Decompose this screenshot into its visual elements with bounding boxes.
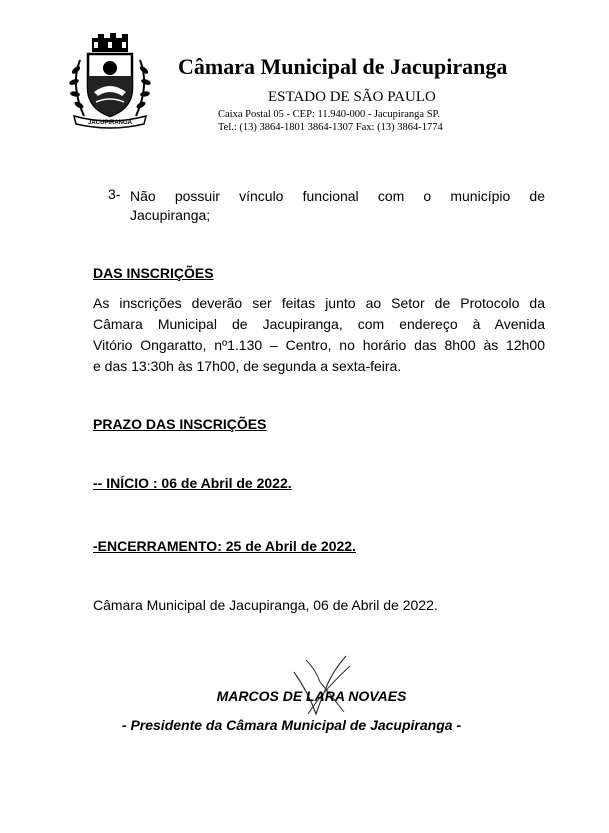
signer-role: [0, 717, 609, 733]
item-text-line-2: Jacupiranga;: [130, 207, 211, 223]
municipal-seal-logo: [66, 30, 154, 130]
signer-role-text: - Presidente da Câmara Municipal de Jacupiranga -: [121, 717, 462, 733]
item-text-line-1: Não possuir vínculo funcional com o município de: [130, 188, 545, 204]
prazo-heading: PRAZO DAS INSCRIÇÕES: [93, 416, 267, 432]
inscricoes-paragraph: [93, 293, 545, 377]
state-name: ESTADO DE SÃO PAULO: [268, 89, 436, 105]
chamber-title: Câmara Municipal de Jacupiranga: [178, 54, 508, 79]
encerramento-date: -ENCERRAMENTO: 25 de Abril de 2022.: [93, 538, 356, 554]
paragraph-line: Câmara Municipal de Jacupiranga, com endereço à Avenida: [93, 316, 545, 332]
paragraph-line: Vitório Ongaratto, nº1.130 – Centro, no horário das 8h00 às 12h00: [93, 337, 545, 353]
postal-address: Caixa Postal 05 - CEP: 11.940-000 - Jacupiranga SP.: [218, 109, 440, 120]
place-and-date: Câmara Municipal de Jacupiranga, 06 de Abril de 2022.: [93, 597, 438, 613]
inscricoes-heading: DAS INSCRIÇÕES: [93, 265, 214, 281]
phone-fax-line: Tel.: (13) 3864-1801 3864-1307 Fax: (13) 3864-1774: [218, 122, 443, 133]
signer-name: [0, 688, 609, 704]
item-number: 3-: [108, 186, 121, 202]
svg-text:JACUPIRANGA: JACUPIRANGA: [87, 120, 133, 126]
inicio-date: -- INÍCIO : 06 de Abril de 2022.: [93, 475, 292, 491]
paragraph-line: e das 13:30h às 17h00, de segunda a sexta-feira.: [93, 358, 402, 374]
handwritten-signature: [286, 652, 356, 720]
paragraph-line: As inscrições deverão ser feitas junto ao Setor de Protocolo da: [93, 295, 545, 311]
signer-name-text: MARCOS DE LARA NOVAES: [216, 688, 407, 704]
